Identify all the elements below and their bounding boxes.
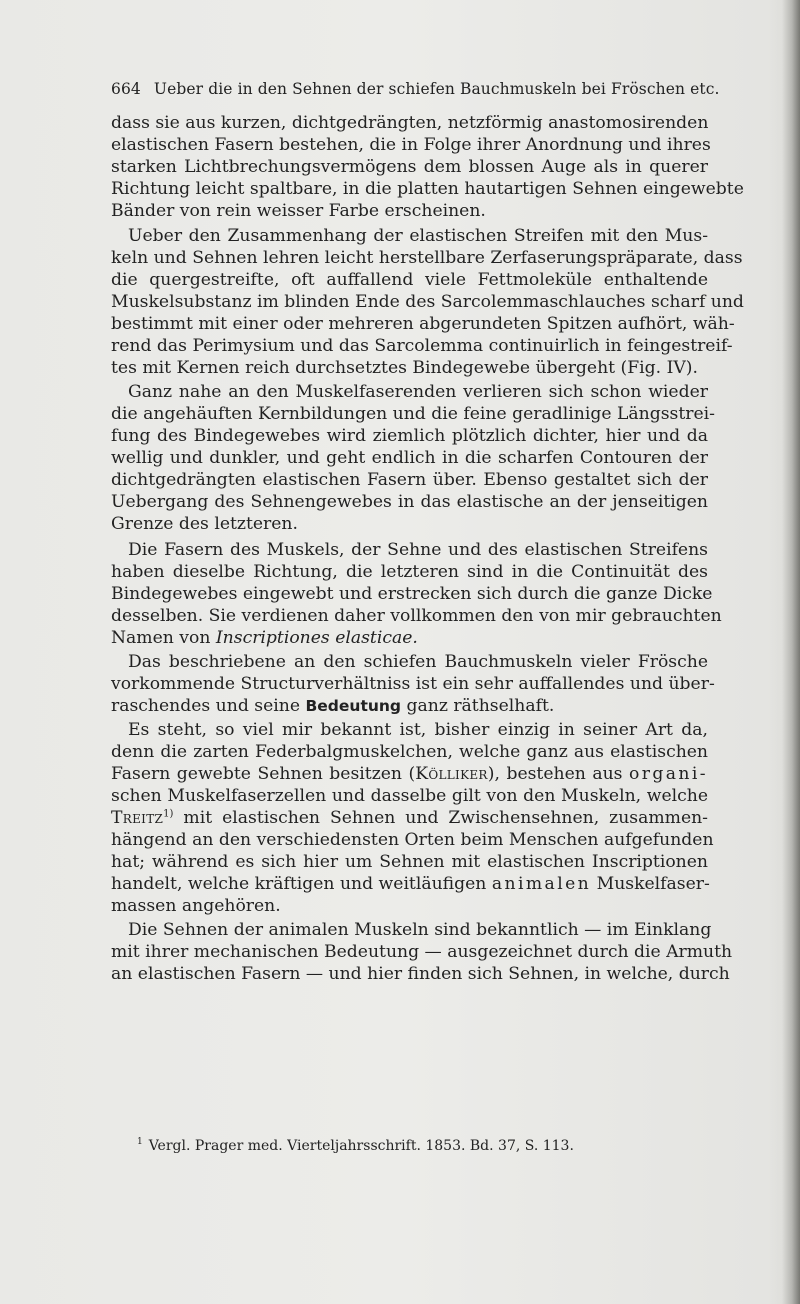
author-name: Treitz (111, 808, 164, 828)
text-line (111, 695, 708, 717)
text-line: schen Muskelfaserzellen und dasselbe gilt von den Muskeln, welche (111, 786, 708, 806)
text-span: handelt, welche kräftigen und weitläufigen (111, 874, 487, 894)
footnote-text: Vergl. Prager med. Vierteljahrsschrift. 1853. Bd. 37, S. 113. (148, 1138, 574, 1154)
text-line: Ganz nahe an den Muskelfaserenden verlieren sich schon wieder (128, 382, 708, 402)
text-line: fung des Bindegewebes wird ziemlich plötzlich dichter, hier und da (111, 426, 708, 446)
text-line: wellig und dunkler, und geht endlich in die scharfen Contouren der (111, 448, 708, 468)
spaced-term: organi- (629, 764, 708, 784)
text-line: Es steht, so viel mir bekannt ist, bisher einzig in seiner Art da, (128, 720, 708, 740)
text-line (111, 807, 708, 829)
footnote-mark: 1 (137, 1137, 143, 1148)
author-name: Kölliker (415, 764, 488, 784)
running-head (111, 80, 720, 98)
text-line: an elastischen Fasern — und hier finden sich Sehnen, in welche, durch (111, 964, 730, 984)
footnote-ref-number: 1 (163, 808, 170, 820)
text-line: denn die zarten Federbalgmuskelchen, welche ganz aus elastischen (111, 742, 708, 762)
text-line: hängend an den verschiedensten Orten beim Menschen aufgefunden (111, 830, 714, 850)
text-line: rend das Perimysium und das Sarcolemma continuirlich in feingestreif- (111, 336, 733, 356)
text-line: desselben. Sie verdienen daher vollkommen den von mir gebrauchten (111, 606, 722, 626)
text-line: hat; während es sich hier um Sehnen mit elastischen Inscriptionen (111, 852, 708, 872)
text-line: keln und Sehnen lehren leicht herstellbare Zerfaserungspräparate, dass (111, 248, 743, 268)
footnote-ref-paren: ) (169, 808, 174, 820)
text-line: Bänder von rein weisser Farbe erscheinen. (111, 201, 486, 221)
text-line: Uebergang des Sehnengewebes in das elastische an der jenseitigen (111, 492, 708, 512)
page-edge-shadow (782, 0, 800, 1304)
text-span: Muskelfaser- (591, 874, 710, 894)
spaced-term: animalen (491, 874, 592, 894)
footnote-ref (163, 808, 173, 819)
text-span: mit elastischen Sehnen und Zwischensehnen, zusammen- (183, 808, 708, 828)
text-line: bestimmt mit einer oder mehreren abgerundeten Spitzen aufhört, wäh- (111, 314, 735, 334)
text-line: vorkommende Structurverhältniss ist ein sehr auffallendes und über- (111, 674, 715, 694)
text-line (111, 763, 708, 785)
text-line: dichtgedrängten elastischen Fasern über. Ebenso gestaltet sich der (111, 470, 708, 490)
text-span: Namen von (111, 628, 211, 648)
text-line: Richtung leicht spaltbare, in die platten hautartigen Sehnen eingewebte (111, 179, 744, 199)
text-line (111, 873, 708, 895)
text-line: Muskelsubstanz im blinden Ende des Sarcolemmaschlauches scharf und (111, 292, 744, 312)
text-line: dass sie aus kurzen, dichtgedrängten, netzförmig anastomosirenden (111, 113, 709, 133)
text-span: raschendes und seine (111, 696, 301, 716)
text-line: Grenze des letzteren. (111, 514, 298, 534)
text-line: mit ihrer mechanischen Bedeutung — ausgezeichnet durch die Armuth (111, 942, 733, 962)
text-line (111, 627, 708, 649)
text-line: Die Sehnen der animalen Muskeln sind bekanntlich — im Einklang (128, 920, 712, 940)
text-span: Fasern gewebte Sehnen besitzen ( (111, 764, 416, 784)
text-line: tes mit Kernen reich durchsetztes Bindegewebe übergeht (Fig. IV). (111, 358, 698, 378)
footnote (137, 1138, 574, 1154)
running-title: Ueber die in den Sehnen der schiefen Bauchmuskeln bei Fröschen etc. (153, 80, 720, 98)
text-line: Ueber den Zusammenhang der elastischen Streifen mit den Mus- (128, 226, 708, 246)
text-line: Bindegewebes eingewebt und erstrecken sich durch die ganze Dicke (111, 584, 713, 604)
text-line: Das beschriebene an den schiefen Bauchmuskeln vieler Frösche (128, 652, 708, 672)
text-line: elastischen Fasern bestehen, die in Folge ihrer Anordnung und ihres (111, 135, 711, 155)
italic-term: Inscriptiones elasticae. (215, 628, 418, 648)
text-span: ganz räthselhaft. (401, 696, 555, 716)
text-line: Die Fasern des Muskels, der Sehne und des elastischen Streifens (128, 540, 708, 560)
page-number: 664 (111, 80, 141, 98)
text-line: haben dieselbe Richtung, die letzteren sind in die Continuität des (111, 562, 708, 582)
text-span: ), bestehen aus (487, 764, 629, 784)
bold-term: Bedeutung (305, 697, 402, 715)
text-line: starken Lichtbrechungsvermögens dem blossen Auge als in querer (111, 157, 708, 177)
text-line: die quergestreifte, oft auffallend viele Fettmoleküle enthaltende (111, 270, 708, 290)
text-line: die angehäuften Kernbildungen und die feine geradlinige Längsstrei- (111, 404, 715, 424)
text-line: massen angehören. (111, 896, 281, 916)
